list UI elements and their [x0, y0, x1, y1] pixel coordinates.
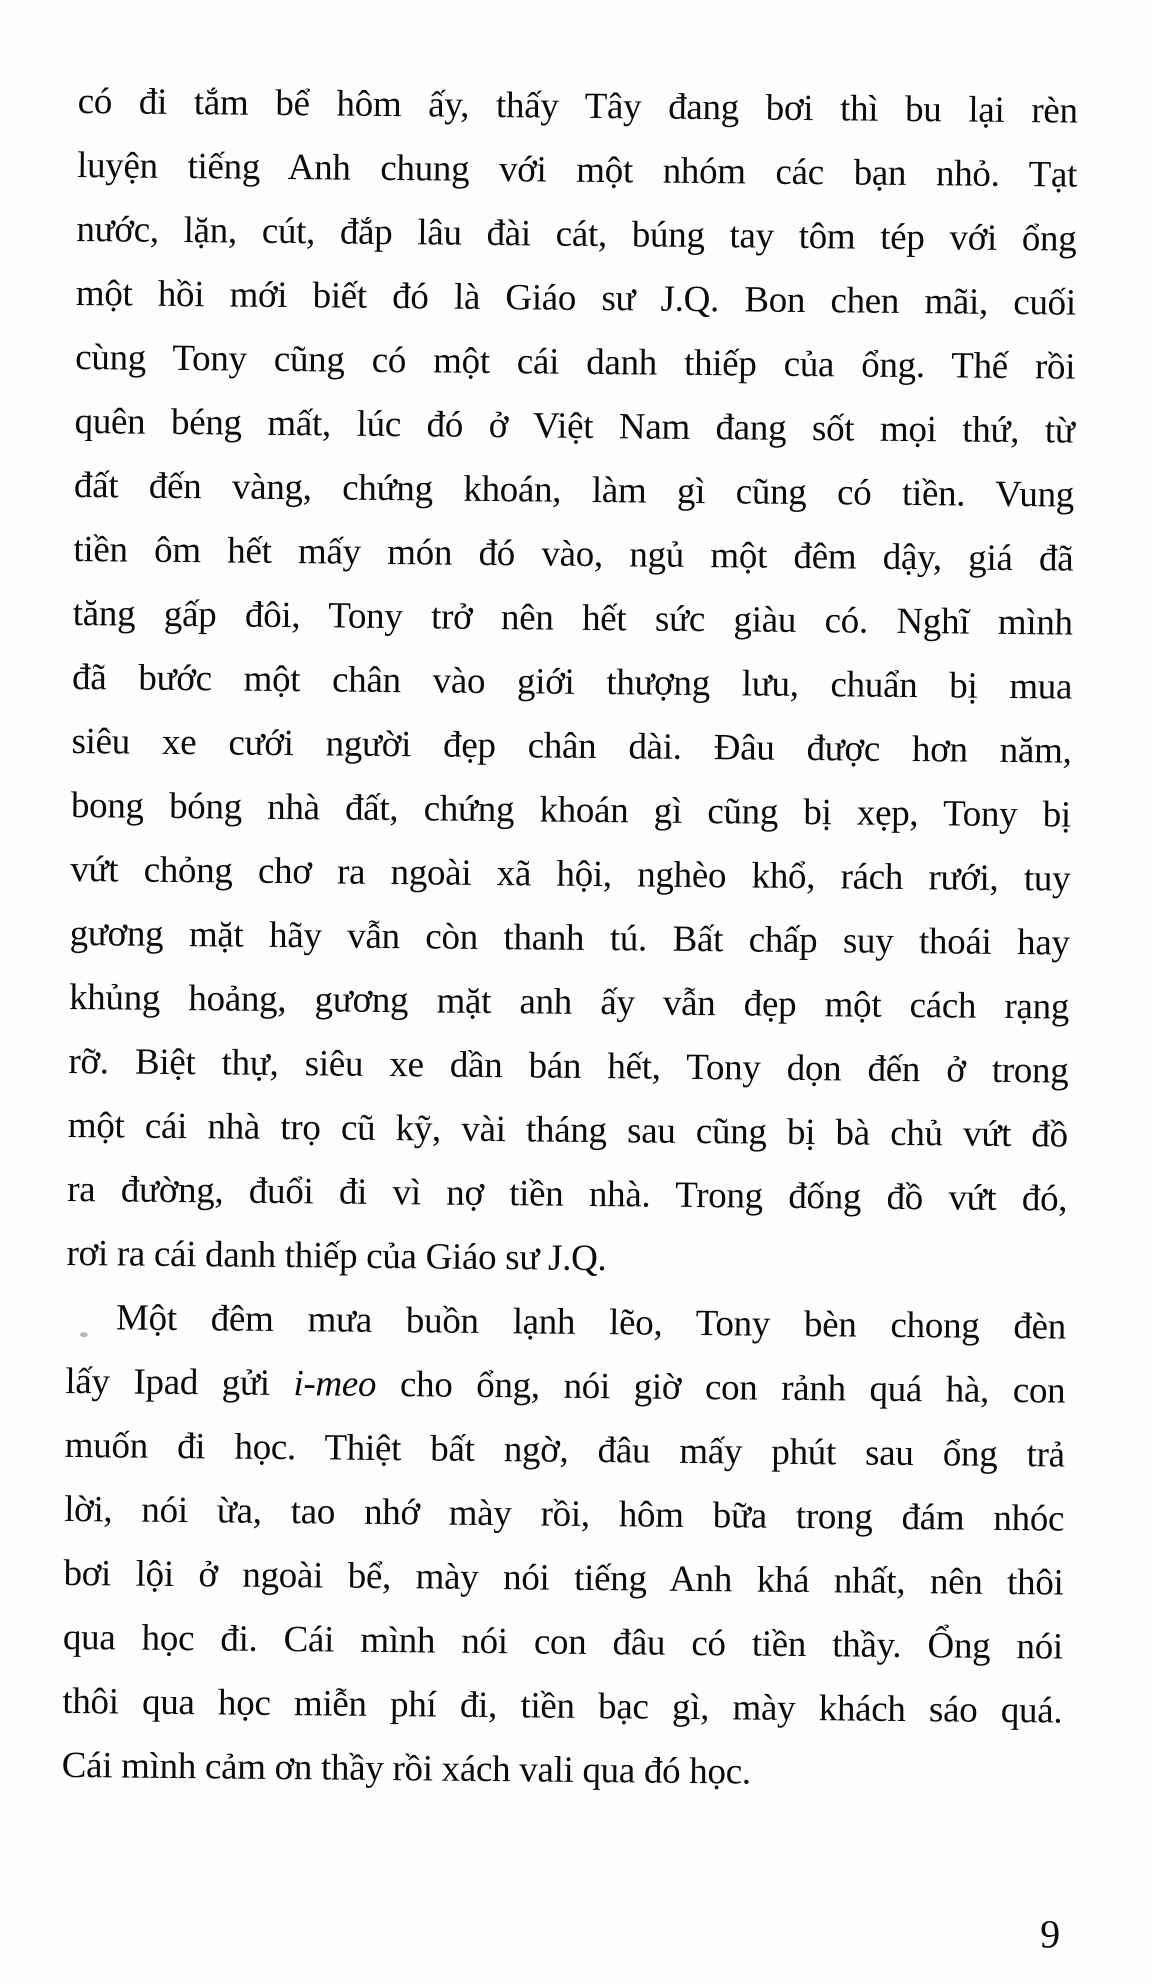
- body-text: [61, 70, 1078, 1957]
- text-line: tiền ôm hết mấy món đó vào, ngủ một đêm dậy, giá đã: [73, 528, 1074, 580]
- text-line: cùng Tony cũng có một cái danh thiếp của ổng. Thế rồi: [75, 336, 1076, 388]
- paragraph-continuation: [66, 70, 1078, 1296]
- text-line: quên béng mất, lúc đó ở Việt Nam đang sốt mọi thứ, từ: [74, 400, 1075, 452]
- scan-speck-artifact: [80, 1332, 88, 1337]
- paragraph: [61, 1286, 1066, 1808]
- text-line: nước, lặn, cút, đắp lâu đài cát, búng tay tôm tép với ổng: [76, 208, 1077, 260]
- text-line: luyện tiếng Anh chung với một nhóm các bạn nhỏ. Tạt: [76, 144, 1078, 196]
- text-line: vứt chỏng chơ ra ngoài xã hội, nghèo khổ, rách rưới, tuy: [70, 848, 1071, 900]
- text-line: ra đường, đuổi đi vì nợ tiền nhà. Trong đống đồ vứt đó,: [67, 1168, 1068, 1220]
- text-line: muốn đi học. Thiệt bất ngờ, đâu mấy phút sau ổng trả: [64, 1424, 1065, 1476]
- text-line: gương mặt hãy vẫn còn thanh tú. Bất chấp suy thoái hay: [69, 912, 1070, 964]
- text-line: một hồi mới biết đó là Giáo sư J.Q. Bon chen mãi, cuối: [75, 272, 1077, 324]
- text-line: siêu xe cưới người đẹp chân dài. Đâu được hơn năm,: [71, 720, 1072, 772]
- text-line: rơi ra cái danh thiếp của Giáo sư J.Q.: [66, 1232, 607, 1280]
- page-number: 9: [1039, 1911, 1061, 1957]
- text-line: thôi qua học miễn phí đi, tiền bạc gì, mày khách sáo quá.: [62, 1680, 1063, 1732]
- text-line: bơi lội ở ngoài bể, mày nói tiếng Anh khá nhất, nên thôi: [63, 1552, 1064, 1604]
- text-line: qua học đi. Cái mình nói con đâu có tiền thầy. Ổng nói: [62, 1616, 1064, 1668]
- text-line: bong bóng nhà đất, chứng khoán gì cũng bị xẹp, Tony bị: [70, 784, 1072, 836]
- text-line: một cái nhà trọ cũ kỹ, vài tháng sau cũng bị bà chủ vứt đồ: [67, 1104, 1069, 1156]
- text-line: đất đến vàng, chứng khoán, làm gì cũng có tiền. Vung: [73, 464, 1075, 516]
- text-line: tăng gấp đôi, Tony trở nên hết sức giàu có. Nghĩ mình: [72, 592, 1073, 644]
- text-line: đã bước một chân vào giới thượng lưu, chuẩn bị mua: [71, 656, 1073, 708]
- text-line: có đi tắm bể hôm ấy, thấy Tây đang bơi thì bu lại rèn: [77, 80, 1078, 132]
- text-line: khủng hoảng, gương mặt anh ấy vẫn đẹp một cách rạng: [68, 976, 1070, 1028]
- text-line: Cái mình cảm ơn thầy rồi xách vali qua đó học.: [61, 1744, 751, 1793]
- text-line: lấy Ipad gửi i-meo cho ổng, nói giờ con rảnh quá hà, con: [65, 1360, 1066, 1412]
- text-line: rỡ. Biệt thự, siêu xe dần bán hết, Tony dọn đến ở trong: [68, 1040, 1069, 1092]
- text-line: lời, nói ừa, tao nhớ mày rồi, hôm bữa trong đám nhóc: [63, 1488, 1065, 1540]
- text-line: Một đêm mưa buồn lạnh lẽo, Tony bèn chong đèn: [115, 1297, 1067, 1348]
